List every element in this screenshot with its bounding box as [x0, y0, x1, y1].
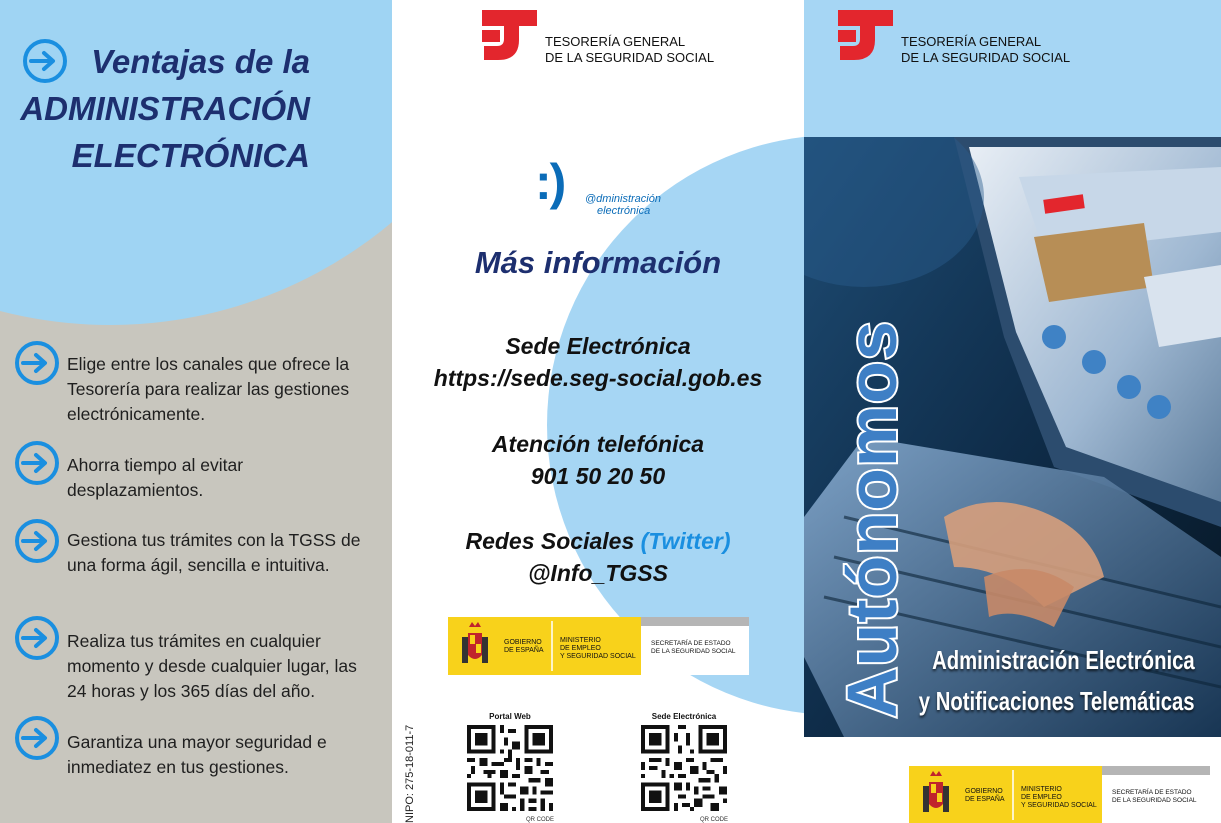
- cover-panel: [804, 0, 1221, 823]
- arrow-circle-icon: [14, 440, 60, 486]
- sede-url-link[interactable]: https://sede.seg-social.gob.es: [433, 365, 763, 391]
- secretaria-line1: SECRETARÍA DE ESTADO: [651, 640, 731, 647]
- secretaria-line1: SECRETARÍA DE ESTADO: [1112, 789, 1192, 796]
- gobierno-line2: DE ESPAÑA: [504, 647, 544, 654]
- twitter-label: (Twitter): [640, 528, 731, 554]
- nipo-code: NIPO: 275-18-011-7: [404, 724, 416, 823]
- social-block: [392, 525, 804, 589]
- arrow-circle-icon: [14, 518, 60, 564]
- ministerio-line3: Y SEGURIDAD SOCIAL: [560, 653, 636, 660]
- cover-subtitle-line2: y Notificaciones Telemáticas: [919, 686, 1195, 716]
- contact-panel: [392, 0, 804, 823]
- social-line: [392, 525, 804, 557]
- cover-vertical-title: Autónomos: [833, 320, 911, 718]
- tgss-emblem-icon: [482, 10, 537, 60]
- ministerio-line1: MINISTERIO: [560, 637, 601, 644]
- qr-sede-electronica[interactable]: [640, 712, 728, 823]
- qr-caption: QR CODE: [525, 817, 554, 823]
- tgss-logo-line1: TESORERÍA GENERAL: [901, 34, 1042, 49]
- sede-label: Sede Electrónica: [505, 333, 691, 359]
- tgss-logo: [838, 10, 1078, 70]
- tgss-emblem-icon: [838, 10, 893, 60]
- phone-label: Atención telefónica: [491, 431, 705, 457]
- social-label: Redes Sociales: [465, 528, 635, 554]
- cover-subtitle-line1: Administración Electrónica: [932, 645, 1195, 675]
- benefit-text: Gestiona tus trámites con la TGSS de una forma ágil, sencilla e intuitiva.: [67, 530, 361, 575]
- ministerio-line3: Y SEGURIDAD SOCIAL: [1021, 802, 1097, 809]
- benefits-panel: [0, 0, 392, 823]
- qr-code-icon: [641, 725, 727, 811]
- government-logo: [448, 617, 749, 675]
- title-line: ELECTRÓNICA: [71, 137, 310, 174]
- gobierno-line2: DE ESPAÑA: [965, 796, 1005, 803]
- arrow-circle-icon: [14, 715, 60, 761]
- benefit-text: Realiza tus trámites en cualquier momento y desde cualquier lugar, las 24 horas y los 365 días del año.: [67, 631, 357, 701]
- benefit-text: Garantiza una mayor seguridad e inmediatez en tus gestiones.: [67, 732, 327, 777]
- title-line: ADMINISTRACIÓN: [20, 90, 310, 127]
- qr-portal-title: Portal Web: [489, 712, 531, 721]
- arrow-circle-icon: [14, 340, 60, 386]
- benefit-text: Elige entre los canales que ofrece la Tesorería para realizar las gestiones electrónicamente.: [67, 354, 350, 424]
- title-line: Ventajas de la: [91, 43, 310, 80]
- tgss-logo-line2: DE LA SEGURIDAD SOCIAL: [545, 50, 715, 65]
- tgss-logo-line1: TESORERÍA GENERAL: [545, 34, 686, 49]
- sede-block: [392, 330, 804, 394]
- secretaria-line2: DE LA SEGURIDAD SOCIAL: [651, 648, 736, 655]
- qr-code-icon: [467, 725, 553, 811]
- gobierno-line1: GOBIERNO: [965, 788, 1003, 795]
- tgss-logo: [482, 10, 722, 70]
- arrow-circle-icon: [14, 615, 60, 661]
- twitter-handle-link[interactable]: @Info_TGSS: [528, 560, 668, 586]
- qr-caption: QR CODE: [699, 817, 728, 823]
- qr-portal-web[interactable]: [466, 712, 554, 823]
- ministerio-line2: DE EMPLEO: [1021, 794, 1062, 801]
- admin-mark-line1: @dministración: [585, 193, 661, 205]
- phone-number: 901 50 20 50: [530, 463, 666, 489]
- phone-block: [392, 428, 804, 492]
- admin-mark-line2: electrónica: [597, 205, 651, 217]
- tgss-logo-line2: DE LA SEGURIDAD SOCIAL: [901, 50, 1071, 65]
- ministerio-line2: DE EMPLEO: [560, 645, 601, 652]
- secretaria-line2: DE LA SEGURIDAD SOCIAL: [1112, 797, 1197, 804]
- gobierno-line1: GOBIERNO: [504, 639, 542, 646]
- benefits-title: [10, 38, 310, 179]
- admin-electronica-mark: [585, 193, 661, 217]
- ministerio-line1: MINISTERIO: [1021, 786, 1062, 793]
- qr-sede-title: Sede Electrónica: [651, 712, 717, 721]
- smiley-logo: :): [535, 154, 565, 210]
- more-info-heading: Más información: [474, 245, 722, 280]
- government-logo: [909, 766, 1210, 823]
- benefit-text: Ahorra tiempo al evitar desplazamientos.: [67, 455, 244, 500]
